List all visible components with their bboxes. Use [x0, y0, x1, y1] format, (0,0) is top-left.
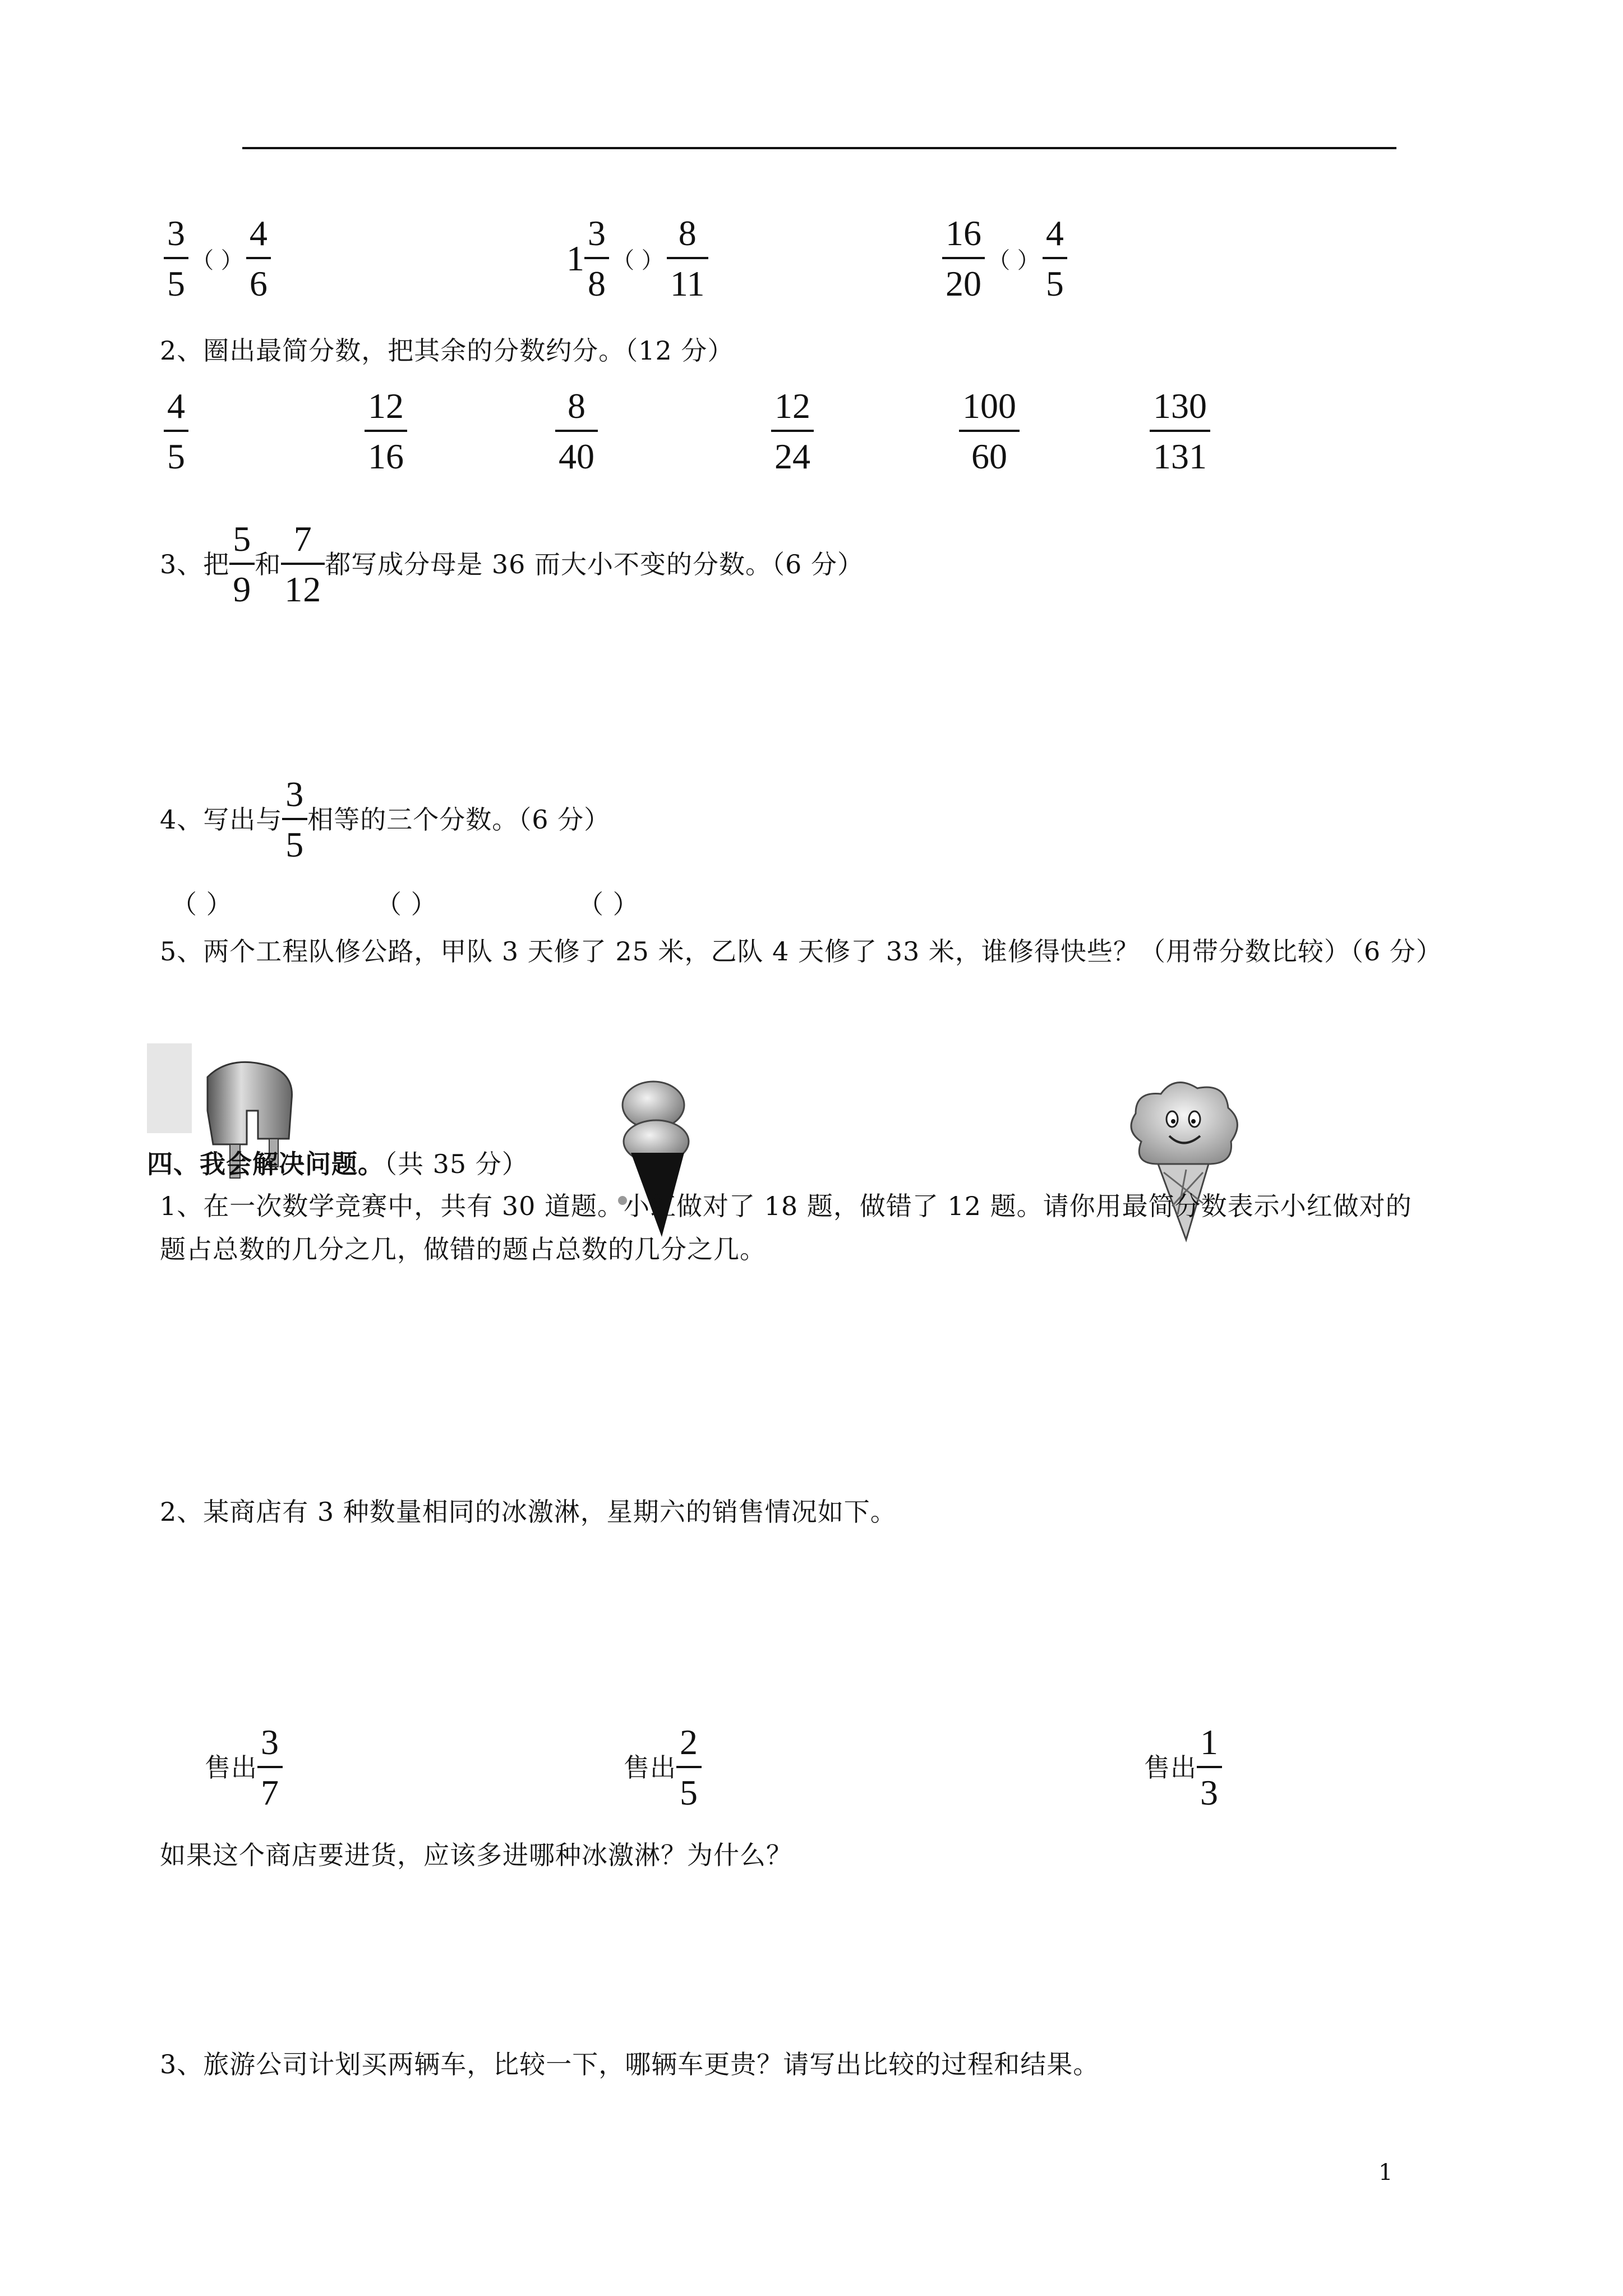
question-4: 4、写出与 $\frac{3}{5}$ 相等的三个分数。（6 分）	[160, 774, 611, 864]
fraction: $\frac{3}{7}$	[257, 1722, 283, 1813]
problem-2: 2、某商店有 3 种数量相同的冰激淋，星期六的销售情况如下。	[160, 1497, 897, 1527]
fraction: $\frac{2}{5}$	[676, 1722, 702, 1813]
q2-fraction-4: $\frac{12}{24}$	[771, 386, 814, 477]
section-4-heading: 四、我会解决问题。（共 35 分）	[147, 1149, 528, 1179]
problem-3: 3、旅游公司计划买两辆车，比较一下，哪辆车更贵？请写出比较的过程和结果。	[160, 2049, 1100, 2079]
fraction: $\frac{3}{5}$	[282, 774, 307, 865]
answer-blank-2: （ ）	[376, 889, 437, 919]
q2-fraction-6: $\frac{130}{131}$	[1150, 386, 1210, 477]
question-2: 2、圈出最简分数，把其余的分数约分。（12 分）	[160, 335, 734, 366]
q2-fraction-3: $\frac{8}{40}$	[555, 386, 598, 477]
fraction: $\frac{3}{5}$	[164, 213, 188, 304]
problem-1-line-1: 1、在一次数学竞赛中，共有 30 道题。小红做对了 18 题，做错了 12 题。请你用最简分数表示小红做对的	[160, 1191, 1412, 1221]
fraction: $\frac{4}{5}$	[1043, 213, 1067, 304]
problem-2-question: 如果这个商店要进货，应该多进哪种冰激淋？为什么？	[160, 1840, 792, 1870]
question-5: 5、两个工程队修公路，甲队 3 天修了 25 米，乙队 4 天修了 33 米，谁修得快些？（用带分数比较）（6 分）	[160, 936, 1442, 967]
answer-blank-1: （ ）	[171, 889, 233, 919]
whole-number: 1	[566, 238, 584, 278]
header-rule	[242, 147, 1396, 149]
compare-item-1	[164, 213, 271, 304]
fraction: $\frac{7}{12}$	[281, 519, 325, 610]
answer-blank: （ ）	[191, 247, 243, 274]
question-3: 3、把 $\frac{5}{9}$ 和 $\frac{7}{12}$ 都写成分母是 36 而大小不变的分数。（6 分）	[160, 519, 864, 609]
compare-item-3	[942, 213, 1067, 304]
fraction: $\frac{8}{11}$	[667, 213, 708, 304]
q2-fraction-1: $\frac{4}{5}$	[164, 386, 188, 477]
answer-blank: （ ）	[988, 247, 1040, 274]
fraction: $\frac{1}{3}$	[1197, 1722, 1222, 1813]
answer-blank-3: （ ）	[578, 889, 639, 919]
fraction: $\frac{5}{9}$	[229, 519, 255, 610]
sold-item-2: 售出 $\frac{2}{5}$	[624, 1722, 702, 1813]
fraction: $\frac{16}{20}$	[942, 213, 985, 304]
problem-1-line-2: 题占总数的几分之几，做错的题占总数的几分之几。	[160, 1234, 766, 1264]
q2-fraction-2: $\frac{12}{16}$	[365, 386, 407, 477]
fraction: $\frac{4}{6}$	[246, 213, 271, 304]
sold-item-3: 售出 $\frac{1}{3}$	[1144, 1722, 1222, 1813]
sold-item-1: 售出 $\frac{3}{7}$	[205, 1722, 283, 1813]
answer-blank: （ ）	[612, 247, 664, 274]
compare-item-2	[566, 213, 708, 304]
page-number: 1	[1378, 2160, 1393, 2185]
fraction: $\frac{3}{8}$	[584, 213, 609, 304]
q2-fraction-5: $\frac{100}{60}$	[959, 386, 1020, 477]
